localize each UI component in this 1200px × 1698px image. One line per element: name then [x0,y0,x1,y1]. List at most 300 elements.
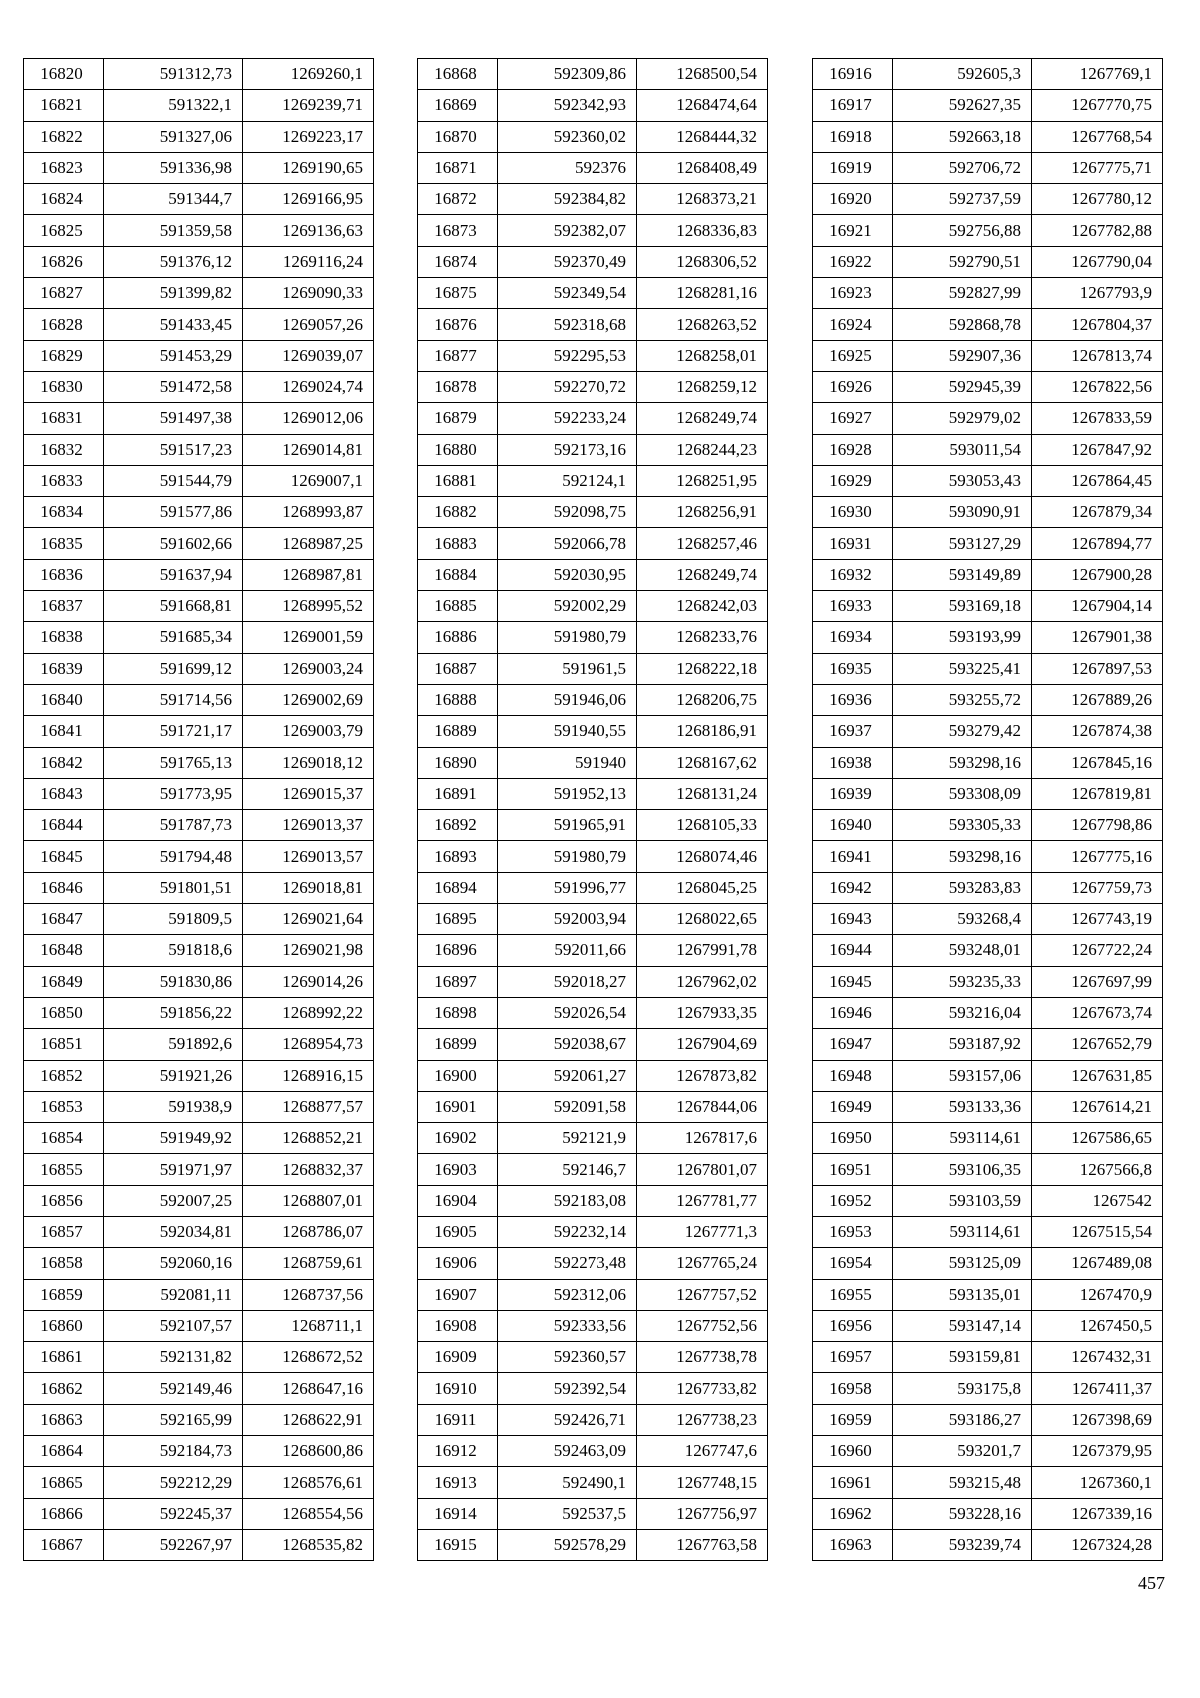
table-row [24,90,374,121]
x-coordinate-cell: 592384,82 [498,184,637,215]
y-coordinate-cell: 1267833,59 [1032,403,1163,434]
y-coordinate-cell: 1268737,56 [243,1279,374,1310]
point-number-cell: 16842 [24,747,104,778]
point-number-cell: 16838 [24,622,104,653]
y-coordinate-cell: 1268807,01 [243,1185,374,1216]
point-number-cell: 16895 [418,904,498,935]
point-number-cell: 16827 [24,278,104,309]
y-coordinate-cell: 1267756,97 [637,1498,768,1529]
table-row [418,59,768,90]
table-row [813,653,1163,684]
table-row [418,684,768,715]
table-row [813,747,1163,778]
x-coordinate-cell: 593159,81 [893,1342,1032,1373]
point-number-cell: 16871 [418,152,498,183]
y-coordinate-cell: 1268131,24 [637,778,768,809]
point-number-cell: 16881 [418,465,498,496]
x-coordinate-cell: 591801,51 [104,872,243,903]
x-coordinate-cell: 592098,75 [498,497,637,528]
y-coordinate-cell: 1267738,78 [637,1342,768,1373]
table-row [418,1185,768,1216]
x-coordinate-cell: 593248,01 [893,935,1032,966]
y-coordinate-cell: 1267864,45 [1032,465,1163,496]
x-coordinate-cell: 593187,92 [893,1029,1032,1060]
point-number-cell: 16870 [418,121,498,152]
y-coordinate-cell: 1267631,85 [1032,1060,1163,1091]
x-coordinate-cell: 592627,35 [893,90,1032,121]
x-coordinate-cell: 592066,78 [498,528,637,559]
y-coordinate-cell: 1268258,01 [637,340,768,371]
y-coordinate-cell: 1269166,95 [243,184,374,215]
y-coordinate-cell: 1268244,23 [637,434,768,465]
table-row [813,1342,1163,1373]
x-coordinate-cell: 591602,66 [104,528,243,559]
table-row [24,622,374,653]
x-coordinate-cell: 591312,73 [104,59,243,90]
x-coordinate-cell: 591892,6 [104,1029,243,1060]
point-number-cell: 16878 [418,371,498,402]
x-coordinate-cell: 591699,12 [104,653,243,684]
point-number-cell: 16830 [24,371,104,402]
y-coordinate-cell: 1269003,79 [243,716,374,747]
y-coordinate-cell: 1268877,57 [243,1091,374,1122]
x-coordinate-cell: 591327,06 [104,121,243,152]
table-row [813,215,1163,246]
x-coordinate-cell: 593193,99 [893,622,1032,653]
x-coordinate-cell: 592026,54 [498,997,637,1028]
point-number-cell: 16857 [24,1216,104,1247]
x-coordinate-cell: 592146,7 [498,1154,637,1185]
table-row [813,371,1163,402]
y-coordinate-cell: 1268306,52 [637,246,768,277]
point-number-cell: 16861 [24,1342,104,1373]
point-number-cell: 16868 [418,59,498,90]
y-coordinate-cell: 1269015,37 [243,778,374,809]
point-number-cell: 16904 [418,1185,498,1216]
y-coordinate-cell: 1268995,52 [243,591,374,622]
x-coordinate-cell: 592312,06 [498,1279,637,1310]
table-row [24,1279,374,1310]
table-row [24,1529,374,1560]
y-coordinate-cell: 1268987,25 [243,528,374,559]
y-coordinate-cell: 1269007,1 [243,465,374,496]
table-row [24,246,374,277]
x-coordinate-cell: 592121,9 [498,1123,637,1154]
table-row [418,1467,768,1498]
point-number-cell: 16920 [813,184,893,215]
y-coordinate-cell: 1268993,87 [243,497,374,528]
x-coordinate-cell: 592061,27 [498,1060,637,1091]
point-number-cell: 16862 [24,1373,104,1404]
x-coordinate-cell: 592463,09 [498,1436,637,1467]
y-coordinate-cell: 1268916,15 [243,1060,374,1091]
point-number-cell: 16884 [418,559,498,590]
table-row [813,1373,1163,1404]
y-coordinate-cell: 1269021,98 [243,935,374,966]
point-number-cell: 16824 [24,184,104,215]
x-coordinate-cell: 591856,22 [104,997,243,1028]
point-number-cell: 16925 [813,340,893,371]
y-coordinate-cell: 1267847,92 [1032,434,1163,465]
table-row [418,810,768,841]
y-coordinate-cell: 1268622,91 [243,1404,374,1435]
table-row [418,1279,768,1310]
point-number-cell: 16946 [813,997,893,1028]
table-row [418,1342,768,1373]
y-coordinate-cell: 1267879,34 [1032,497,1163,528]
point-number-cell: 16900 [418,1060,498,1091]
y-coordinate-cell: 1267757,52 [637,1279,768,1310]
x-coordinate-cell: 591517,23 [104,434,243,465]
point-number-cell: 16963 [813,1529,893,1560]
point-number-cell: 16898 [418,997,498,1028]
point-number-cell: 16822 [24,121,104,152]
point-number-cell: 16958 [813,1373,893,1404]
y-coordinate-cell: 1267614,21 [1032,1091,1163,1122]
y-coordinate-cell: 1268576,61 [243,1467,374,1498]
table-row [24,935,374,966]
x-coordinate-cell: 592490,1 [498,1467,637,1498]
x-coordinate-cell: 591399,82 [104,278,243,309]
point-number-cell: 16864 [24,1436,104,1467]
y-coordinate-cell: 1267673,74 [1032,997,1163,1028]
y-coordinate-cell: 1269012,06 [243,403,374,434]
point-number-cell: 16829 [24,340,104,371]
table-row [418,246,768,277]
x-coordinate-cell: 591980,79 [498,622,637,653]
y-coordinate-cell: 1267874,38 [1032,716,1163,747]
x-coordinate-cell: 591946,06 [498,684,637,715]
point-number-cell: 16833 [24,465,104,496]
x-coordinate-cell: 593053,43 [893,465,1032,496]
point-number-cell: 16821 [24,90,104,121]
table-row [24,716,374,747]
x-coordinate-cell: 591787,73 [104,810,243,841]
table-row [24,1154,374,1185]
point-number-cell: 16847 [24,904,104,935]
y-coordinate-cell: 1267889,26 [1032,684,1163,715]
point-number-cell: 16843 [24,778,104,809]
y-coordinate-cell: 1267813,74 [1032,340,1163,371]
point-number-cell: 16860 [24,1310,104,1341]
y-coordinate-cell: 1267904,14 [1032,591,1163,622]
coordinate-table-2 [417,58,768,1561]
y-coordinate-cell: 1267991,78 [637,935,768,966]
y-coordinate-cell: 1269090,33 [243,278,374,309]
table-row [24,1248,374,1279]
x-coordinate-cell: 593308,09 [893,778,1032,809]
table-row [813,121,1163,152]
point-number-cell: 16910 [418,1373,498,1404]
y-coordinate-cell: 1267897,53 [1032,653,1163,684]
y-coordinate-cell: 1267771,3 [637,1216,768,1247]
x-coordinate-cell: 593268,4 [893,904,1032,935]
table-row [813,340,1163,371]
table-row [813,90,1163,121]
point-number-cell: 16915 [418,1529,498,1560]
y-coordinate-cell: 1268852,21 [243,1123,374,1154]
table-row [813,1529,1163,1560]
table-row [24,371,374,402]
y-coordinate-cell: 1268759,61 [243,1248,374,1279]
point-number-cell: 16926 [813,371,893,402]
point-number-cell: 16923 [813,278,893,309]
x-coordinate-cell: 591938,9 [104,1091,243,1122]
point-number-cell: 16877 [418,340,498,371]
y-coordinate-cell: 1267360,1 [1032,1467,1163,1498]
table-row [24,59,374,90]
x-coordinate-cell: 592426,71 [498,1404,637,1435]
point-number-cell: 16844 [24,810,104,841]
y-coordinate-cell: 1267379,95 [1032,1436,1163,1467]
coordinate-table-1 [23,58,374,1561]
table-row [813,497,1163,528]
point-number-cell: 16867 [24,1529,104,1560]
table-row [418,997,768,1028]
y-coordinate-cell: 1267542 [1032,1185,1163,1216]
y-coordinate-cell: 1267489,08 [1032,1248,1163,1279]
point-number-cell: 16892 [418,810,498,841]
table-row [24,810,374,841]
y-coordinate-cell: 1269003,24 [243,653,374,684]
y-coordinate-cell: 1268249,74 [637,559,768,590]
point-number-cell: 16905 [418,1216,498,1247]
table-row [418,215,768,246]
x-coordinate-cell: 593147,14 [893,1310,1032,1341]
point-number-cell: 16941 [813,841,893,872]
x-coordinate-cell: 592038,67 [498,1029,637,1060]
x-coordinate-cell: 593215,48 [893,1467,1032,1498]
table-row [418,747,768,778]
page-number: 457 [1138,1573,1165,1593]
y-coordinate-cell: 1268263,52 [637,309,768,340]
x-coordinate-cell: 592232,14 [498,1216,637,1247]
point-number-cell: 16951 [813,1154,893,1185]
x-coordinate-cell: 593239,74 [893,1529,1032,1560]
x-coordinate-cell: 593169,18 [893,591,1032,622]
y-coordinate-cell: 1267798,86 [1032,810,1163,841]
point-number-cell: 16930 [813,497,893,528]
point-number-cell: 16834 [24,497,104,528]
table-row [24,966,374,997]
table-row [418,591,768,622]
table-row [813,152,1163,183]
x-coordinate-cell: 591433,45 [104,309,243,340]
table-row [24,1436,374,1467]
y-coordinate-cell: 1269001,59 [243,622,374,653]
table-row [813,465,1163,496]
point-number-cell: 16851 [24,1029,104,1060]
y-coordinate-cell: 1267652,79 [1032,1029,1163,1060]
point-number-cell: 16888 [418,684,498,715]
y-coordinate-cell: 1269014,26 [243,966,374,997]
table-row [813,778,1163,809]
x-coordinate-cell: 592270,72 [498,371,637,402]
y-coordinate-cell: 1269021,64 [243,904,374,935]
x-coordinate-cell: 592107,57 [104,1310,243,1341]
y-coordinate-cell: 1268373,21 [637,184,768,215]
table-row [813,872,1163,903]
x-coordinate-cell: 591809,5 [104,904,243,935]
y-coordinate-cell: 1268500,54 [637,59,768,90]
y-coordinate-cell: 1268408,49 [637,152,768,183]
point-number-cell: 16945 [813,966,893,997]
table-row [418,309,768,340]
point-number-cell: 16848 [24,935,104,966]
point-number-cell: 16899 [418,1029,498,1060]
y-coordinate-cell: 1269190,65 [243,152,374,183]
x-coordinate-cell: 592382,07 [498,215,637,246]
x-coordinate-cell: 592605,3 [893,59,1032,90]
x-coordinate-cell: 593133,36 [893,1091,1032,1122]
table-row [813,184,1163,215]
y-coordinate-cell: 1267962,02 [637,966,768,997]
x-coordinate-cell: 591376,12 [104,246,243,277]
table-row [418,1436,768,1467]
table-row [813,622,1163,653]
table-row [813,684,1163,715]
point-number-cell: 16859 [24,1279,104,1310]
y-coordinate-cell: 1268233,76 [637,622,768,653]
x-coordinate-cell: 591949,92 [104,1123,243,1154]
point-number-cell: 16865 [24,1467,104,1498]
x-coordinate-cell: 592342,93 [498,90,637,121]
x-coordinate-cell: 592737,59 [893,184,1032,215]
x-coordinate-cell: 592081,11 [104,1279,243,1310]
point-number-cell: 16960 [813,1436,893,1467]
x-coordinate-cell: 591322,1 [104,90,243,121]
x-coordinate-cell: 592295,53 [498,340,637,371]
y-coordinate-cell: 1267775,16 [1032,841,1163,872]
y-coordinate-cell: 1267748,15 [637,1467,768,1498]
y-coordinate-cell: 1267398,69 [1032,1404,1163,1435]
y-coordinate-cell: 1267901,38 [1032,622,1163,653]
table-row [24,1060,374,1091]
point-number-cell: 16893 [418,841,498,872]
x-coordinate-cell: 592360,02 [498,121,637,152]
x-coordinate-cell: 592183,08 [498,1185,637,1216]
y-coordinate-cell: 1268474,64 [637,90,768,121]
x-coordinate-cell: 592245,37 [104,1498,243,1529]
y-coordinate-cell: 1267747,6 [637,1436,768,1467]
y-coordinate-cell: 1267904,69 [637,1029,768,1060]
x-coordinate-cell: 592233,24 [498,403,637,434]
x-coordinate-cell: 593279,42 [893,716,1032,747]
x-coordinate-cell: 591637,94 [104,559,243,590]
table-row [813,528,1163,559]
x-coordinate-cell: 591685,34 [104,622,243,653]
x-coordinate-cell: 592790,51 [893,246,1032,277]
point-number-cell: 16885 [418,591,498,622]
table-row [813,1185,1163,1216]
table-row [813,434,1163,465]
table-row [813,591,1163,622]
point-number-cell: 16943 [813,904,893,935]
table-row [813,1279,1163,1310]
y-coordinate-cell: 1268256,91 [637,497,768,528]
point-number-cell: 16913 [418,1467,498,1498]
x-coordinate-cell: 592030,95 [498,559,637,590]
x-coordinate-cell: 592273,48 [498,1248,637,1279]
y-coordinate-cell: 1267780,12 [1032,184,1163,215]
y-coordinate-cell: 1267586,65 [1032,1123,1163,1154]
point-number-cell: 16866 [24,1498,104,1529]
x-coordinate-cell: 592060,16 [104,1248,243,1279]
table-row [418,528,768,559]
point-number-cell: 16896 [418,935,498,966]
x-coordinate-cell: 592827,99 [893,278,1032,309]
x-coordinate-cell: 593114,61 [893,1123,1032,1154]
point-number-cell: 16944 [813,935,893,966]
point-number-cell: 16890 [418,747,498,778]
y-coordinate-cell: 1269018,81 [243,872,374,903]
x-coordinate-cell: 592002,29 [498,591,637,622]
y-coordinate-cell: 1267782,88 [1032,215,1163,246]
x-coordinate-cell: 591940 [498,747,637,778]
table-row [24,653,374,684]
x-coordinate-cell: 593125,09 [893,1248,1032,1279]
table-row [418,278,768,309]
x-coordinate-cell: 592392,54 [498,1373,637,1404]
y-coordinate-cell: 1268186,91 [637,716,768,747]
y-coordinate-cell: 1267722,24 [1032,935,1163,966]
x-coordinate-cell: 591577,86 [104,497,243,528]
y-coordinate-cell: 1267781,77 [637,1185,768,1216]
y-coordinate-cell: 1269039,07 [243,340,374,371]
table-row [418,371,768,402]
point-number-cell: 16902 [418,1123,498,1154]
x-coordinate-cell: 592267,97 [104,1529,243,1560]
point-number-cell: 16940 [813,810,893,841]
point-number-cell: 16836 [24,559,104,590]
table-row [418,1216,768,1247]
y-coordinate-cell: 1267470,9 [1032,1279,1163,1310]
y-coordinate-cell: 1268832,37 [243,1154,374,1185]
x-coordinate-cell: 592173,16 [498,434,637,465]
point-number-cell: 16956 [813,1310,893,1341]
table-row [24,591,374,622]
x-coordinate-cell: 593157,06 [893,1060,1032,1091]
x-coordinate-cell: 593201,7 [893,1436,1032,1467]
table-row [813,935,1163,966]
table-row [418,1154,768,1185]
x-coordinate-cell: 593103,59 [893,1185,1032,1216]
y-coordinate-cell: 1267743,19 [1032,904,1163,935]
table-row [24,497,374,528]
y-coordinate-cell: 1268987,81 [243,559,374,590]
x-coordinate-cell: 593175,8 [893,1373,1032,1404]
table-row [24,872,374,903]
point-number-cell: 16823 [24,152,104,183]
x-coordinate-cell: 593090,91 [893,497,1032,528]
x-coordinate-cell: 591714,56 [104,684,243,715]
y-coordinate-cell: 1267933,35 [637,997,768,1028]
y-coordinate-cell: 1267801,07 [637,1154,768,1185]
table-row [813,246,1163,277]
table-row [813,997,1163,1028]
point-number-cell: 16927 [813,403,893,434]
y-coordinate-cell: 1269013,57 [243,841,374,872]
point-number-cell: 16924 [813,309,893,340]
point-number-cell: 16835 [24,528,104,559]
x-coordinate-cell: 591921,26 [104,1060,243,1091]
x-coordinate-cell: 592578,29 [498,1529,637,1560]
x-coordinate-cell: 592091,58 [498,1091,637,1122]
table-row [24,778,374,809]
point-number-cell: 16942 [813,872,893,903]
point-number-cell: 16828 [24,309,104,340]
table-row [24,278,374,309]
